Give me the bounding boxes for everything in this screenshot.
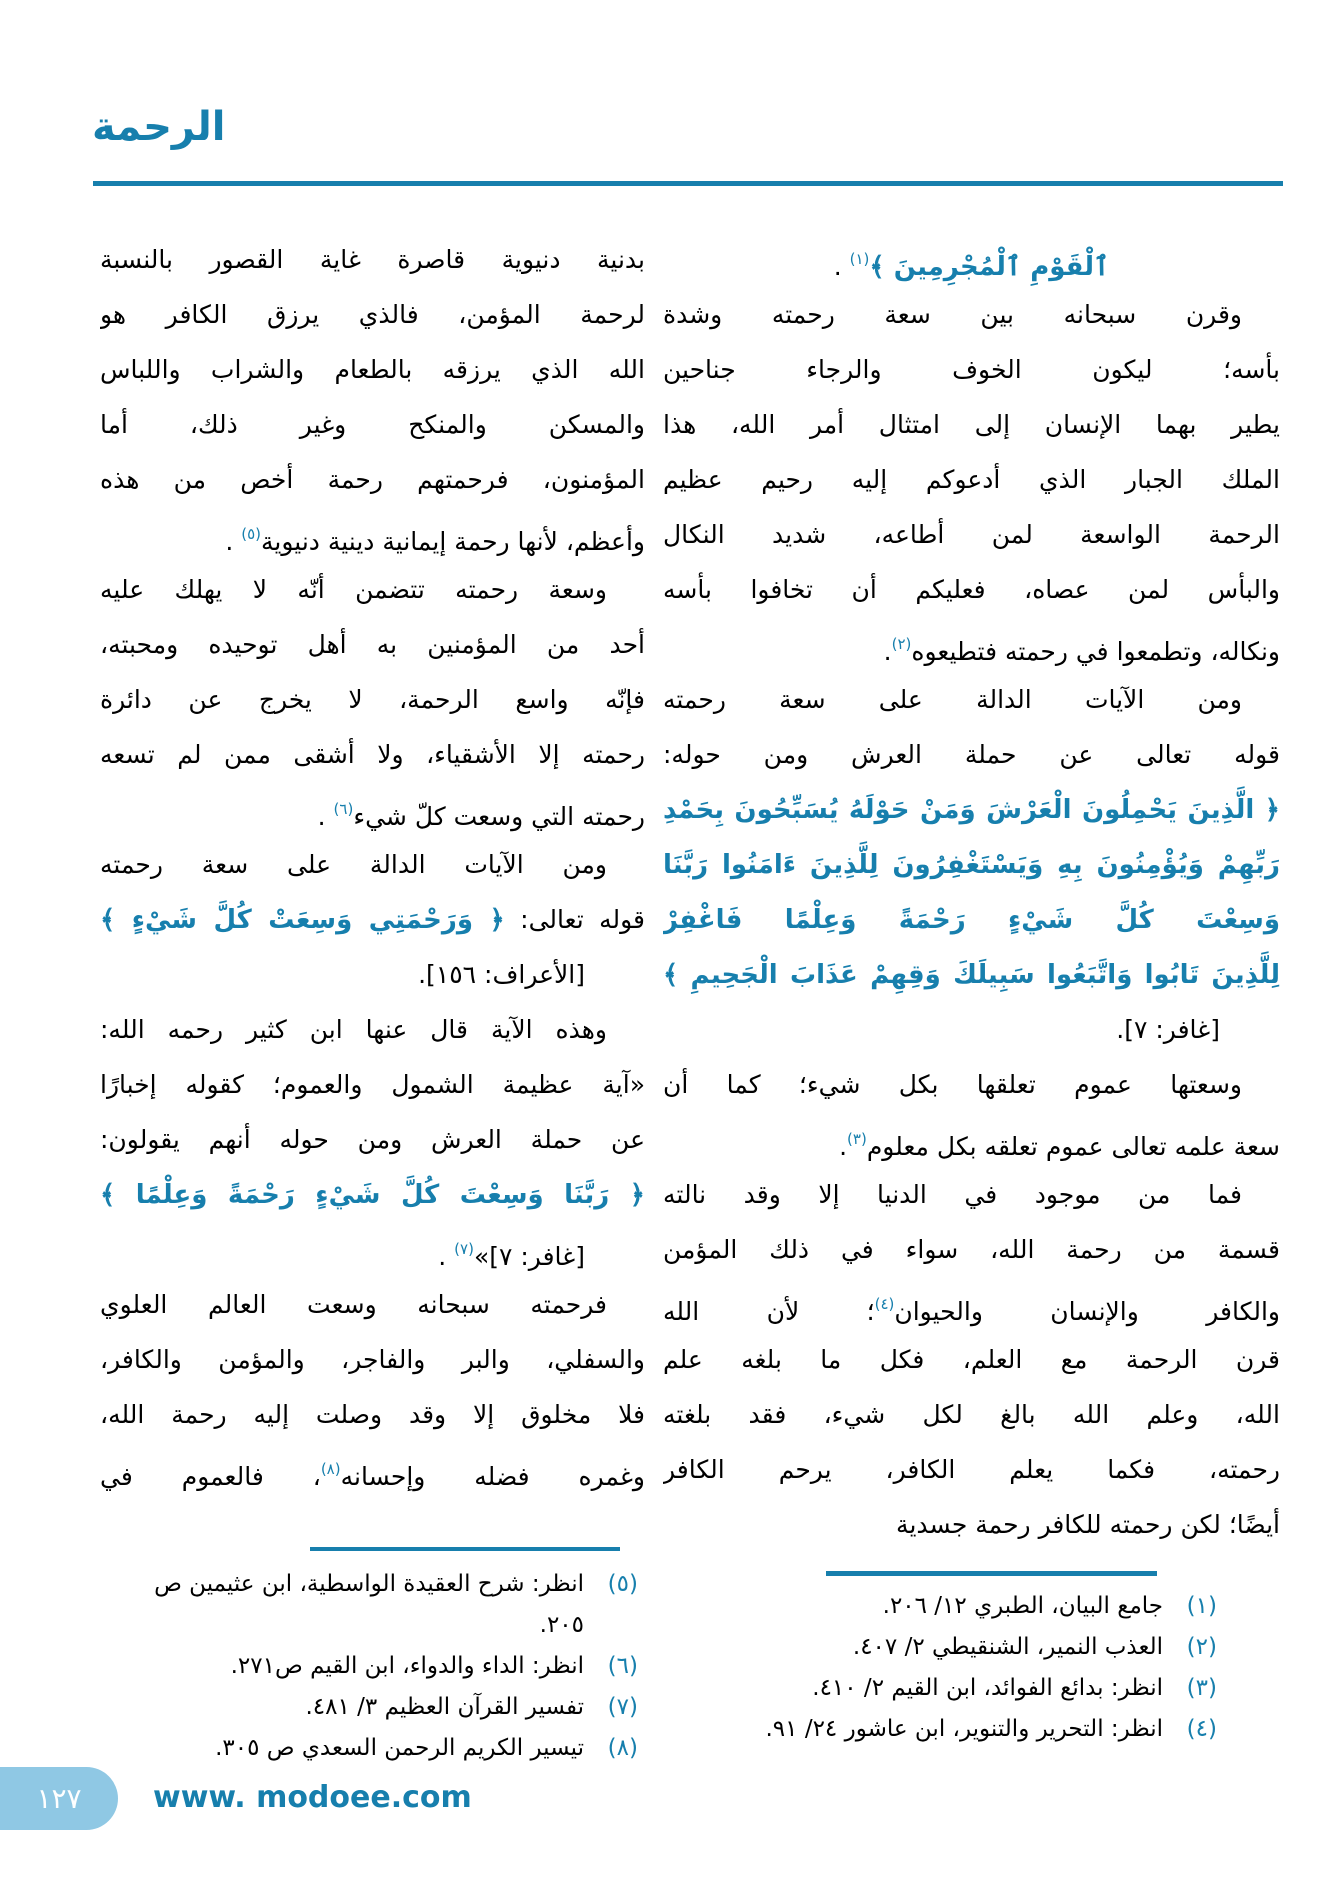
footnote <box>663 1627 1217 1668</box>
body-text: فلا مخلوق إلا وقد وصلت إليه رحمة الله، <box>100 1400 645 1429</box>
text-line <box>100 562 645 617</box>
text-line <box>100 1387 645 1442</box>
quran-text: رَبِّهِمْ وَيُؤْمِنُونَ بِهِ وَيَسْتَغْفِرُونَ لِلَّذِينَ ءَامَنُوا رَبَّنَا <box>663 850 1280 880</box>
body-text: ؛ لأن الله <box>663 1297 875 1326</box>
text-line <box>663 1222 1280 1277</box>
body-text: رحمته، فكما يعلم الكافر، يرحم الكافر <box>663 1455 1280 1484</box>
footnote-separator <box>826 1571 1157 1576</box>
body-text: [الأعراف: ١٥٦]. <box>418 960 585 989</box>
text-line <box>100 507 645 562</box>
quran-text: ﴿ رَبَّنَا وَسِعْتَ كُلَّ شَيْءٍ رَحْمَةً وَعِلْمًا ﴾ <box>100 1180 645 1210</box>
page-title: الرحمة <box>92 104 226 150</box>
footnote-number: (٤) <box>1186 1716 1217 1742</box>
footnote-text: تفسير القرآن العظيم ٣/ ٤٨١. <box>305 1694 584 1720</box>
text-line <box>663 397 1280 452</box>
text-line <box>100 1332 645 1387</box>
body-text: أحد من المؤمنين به أهل توحيده ومحبته، <box>100 630 645 659</box>
footnote-text: انظر: شرح العقيدة الواسطية، ابن عثيمين ص <box>154 1571 584 1597</box>
footnote <box>100 1687 638 1728</box>
text-line <box>100 892 645 947</box>
text-line <box>663 452 1280 507</box>
footnote-text: ٢٠٥. <box>539 1612 584 1638</box>
body-text: قوله تعالى: <box>504 905 645 934</box>
text-line <box>663 727 1280 782</box>
body-text: ومن الآيات الدالة على سعة رحمته <box>663 685 1242 714</box>
footnote-ref: (٥) <box>241 525 261 543</box>
footnotes <box>100 1564 638 1769</box>
quran-text: وَسِعْتَ كُلَّ شَيْءٍ رَحْمَةً وَعِلْمًا فَاغْفِرْ <box>663 905 1280 935</box>
text-line <box>100 397 645 452</box>
text-line <box>663 1277 1280 1332</box>
text-line <box>100 1277 645 1332</box>
footnote-number: (٧) <box>607 1694 638 1720</box>
quran-text: ٱلْقَوْمِ ٱلْمُجْرِمِينَ ﴾ <box>869 252 1110 282</box>
footnote <box>100 1605 638 1646</box>
body-text: فرحمته سبحانه وسعت العالم العلوي <box>100 1290 607 1319</box>
body-text: . <box>839 1132 848 1161</box>
footnote <box>663 1586 1217 1627</box>
text-line <box>100 947 645 1002</box>
text-line <box>663 1002 1280 1057</box>
body-text: وأعظم، لأنها رحمة إيمانية دينية دنيوية <box>261 527 645 556</box>
footnote <box>100 1646 638 1687</box>
body-text: رحمته التي وسعت كلّ شيء <box>353 802 645 831</box>
column-left <box>100 232 645 1497</box>
quran-text: ﴿ الَّذِينَ يَحْمِلُونَ الْعَرْشَ وَمَنْ حَوْلَهُ يُسَبِّحُونَ بِحَمْدِ <box>663 795 1280 825</box>
text-line <box>663 232 1280 287</box>
footnote <box>663 1709 1217 1750</box>
footnote-number: (٦) <box>607 1653 638 1679</box>
text-line <box>100 782 645 837</box>
text-line <box>100 287 645 342</box>
body-text: . <box>833 252 850 281</box>
footnote-number: (٨) <box>607 1735 638 1761</box>
body-text: والمسكن والمنكح وغير ذلك، أما <box>100 410 645 439</box>
body-text: قسمة من رحمة الله، سواء في ذلك المؤمن <box>663 1235 1280 1264</box>
footnote-ref: (٢) <box>891 635 912 653</box>
footnote-ref: (٨) <box>320 1460 341 1478</box>
body-text: فإنّه واسع الرحمة، لا يخرج عن دائرة <box>100 685 645 714</box>
footnote-text: جامع البيان، الطبري ١٢/ ٢٠٦. <box>882 1593 1163 1619</box>
body-text: قوله تعالى عن حملة العرش ومن حوله: <box>663 740 1280 769</box>
body-text: . <box>317 802 334 831</box>
body-text: قرن الرحمة مع العلم، فكل ما بلغه علم <box>663 1345 1280 1374</box>
text-line <box>663 892 1280 947</box>
text-line <box>663 947 1280 1002</box>
footnote <box>663 1668 1217 1709</box>
footnote-ref: (٧) <box>454 1240 474 1258</box>
body-text: ونكاله، وتطمعوا في رحمته فتطيعوه <box>911 637 1280 666</box>
text-line <box>663 1442 1280 1497</box>
body-text: ، فالعموم في <box>100 1462 321 1491</box>
footnote-text: العذب النمير، الشنقيطي ٢/ ٤٠٧. <box>852 1634 1163 1660</box>
text-line <box>663 837 1280 892</box>
text-line <box>663 562 1280 617</box>
column-right <box>663 232 1280 1552</box>
body-text: بدنية دنيوية قاصرة غاية القصور بالنسبة <box>100 245 645 274</box>
footnotes <box>663 1586 1217 1750</box>
body-text: . <box>438 1242 455 1271</box>
text-line <box>100 1002 645 1057</box>
body-text: عن حملة العرش ومن حوله أنهم يقولون: <box>100 1125 645 1154</box>
text-line <box>100 727 645 782</box>
footnote-number: (٢) <box>1186 1634 1217 1660</box>
body-text: وسعتها عموم تعلقها بكل شيء؛ كما أن <box>663 1070 1242 1099</box>
text-line <box>100 452 645 507</box>
text-line <box>663 507 1280 562</box>
text-line <box>100 342 645 397</box>
body-text: «آية عظيمة الشمول والعموم؛ كقوله إخبارًا <box>100 1070 645 1099</box>
text-line <box>663 1167 1280 1222</box>
text-line <box>663 672 1280 727</box>
body-text: [غافر: ٧]» <box>473 1242 585 1271</box>
body-text: . <box>225 527 242 556</box>
body-text: الله الذي يرزقه بالطعام والشراب واللباس <box>100 355 645 384</box>
footnote-number: (٣) <box>1186 1675 1217 1701</box>
footnote-text: انظر: التحرير والتنوير، ابن عاشور ٢٤/ ٩١. <box>765 1716 1163 1742</box>
footnote-ref: (٦) <box>333 800 354 818</box>
text-line <box>100 1442 645 1497</box>
body-text: الله، وعلم الله بالغ لكل شيء، فقد بلغته <box>663 1400 1280 1429</box>
text-line <box>100 617 645 672</box>
page-number: ١٢٧ <box>36 1782 82 1815</box>
body-text: الملك الجبار الذي أدعوكم إليه رحيم عظيم <box>663 465 1280 494</box>
footnote-text: تيسير الكريم الرحمن السعدي ص ٣٠٥. <box>215 1735 584 1761</box>
footnote-ref: (٤) <box>874 1295 895 1313</box>
body-text: والكافر والإنسان والحيوان <box>894 1297 1280 1326</box>
footnote-number: (١) <box>1186 1593 1217 1619</box>
body-text: المؤمنون، فرحمتهم رحمة أخص من هذه <box>100 465 645 494</box>
text-line <box>663 782 1280 837</box>
body-text: بأسه؛ ليكون الخوف والرجاء جناحين <box>663 355 1280 384</box>
body-text: وغمره فضله وإحسانه <box>340 1462 645 1491</box>
header-rule <box>93 181 1283 186</box>
body-text: رحمته إلا الأشقياء، ولا أشقى ممن لم تسعه <box>100 740 645 769</box>
body-text: لرحمة المؤمن، فالذي يرزق الكافر هو <box>100 300 645 329</box>
body-text: أيضًا؛ لكن رحمته للكافر رحمة جسدية <box>896 1510 1280 1539</box>
text-line <box>100 1222 645 1277</box>
body-text: يطير بهما الإنسان إلى امتثال أمر الله، هذا <box>663 410 1280 439</box>
body-text: [غافر: ٧]. <box>1116 1015 1220 1044</box>
column-lines <box>100 232 645 1497</box>
column-lines <box>663 232 1280 1552</box>
quran-text: ﴿ وَرَحْمَتِي وَسِعَتْ كُلَّ شَيْءٍ ﴾ <box>100 905 505 935</box>
footnote-number <box>584 1605 638 1646</box>
body-text: وسعة رحمته تتضمن أنّه لا يهلك عليه <box>100 575 607 604</box>
text-line <box>663 1057 1280 1112</box>
footnote-text: انظر: الداء والدواء، ابن القيم ص٢٧١. <box>230 1653 584 1679</box>
body-text: . <box>883 637 892 666</box>
text-line <box>663 342 1280 397</box>
text-line <box>100 232 645 287</box>
page-number-badge <box>0 1767 118 1830</box>
website-url: www. modoee.com <box>153 1780 472 1815</box>
text-line <box>100 1167 645 1222</box>
footnote <box>100 1728 638 1769</box>
footnote <box>100 1564 638 1605</box>
body-text: سعة علمه تعالى عموم تعلقه بكل معلوم <box>866 1132 1280 1161</box>
quran-text: لِلَّذِينَ تَابُوا وَاتَّبَعُوا سَبِيلَكَ وَقِهِمْ عَذَابَ الْجَحِيمِ ﴾ <box>663 960 1280 990</box>
text-line <box>100 1057 645 1112</box>
footnote-text: انظر: بدائع الفوائد، ابن القيم ٢/ ٤١٠. <box>812 1675 1163 1701</box>
text-line <box>663 617 1280 672</box>
text-line <box>100 837 645 892</box>
footnote-ref: (١) <box>849 250 870 268</box>
text-line <box>663 1112 1280 1167</box>
footnote-ref: (٣) <box>847 1130 867 1148</box>
text-line <box>663 1332 1280 1387</box>
text-line <box>663 1387 1280 1442</box>
footnote-number: (٥) <box>607 1571 638 1597</box>
body-text: ومن الآيات الدالة على سعة رحمته <box>100 850 607 879</box>
footnote-separator <box>310 1547 620 1551</box>
text-line <box>663 1497 1280 1552</box>
body-text: والبأس لمن عصاه، فعليكم أن تخافوا بأسه <box>663 575 1280 604</box>
text-line <box>663 287 1280 342</box>
body-text: والسفلي، والبر والفاجر، والمؤمن والكافر، <box>100 1345 645 1374</box>
body-text: وهذه الآية قال عنها ابن كثير رحمه الله: <box>100 1015 607 1044</box>
body-text: وقرن سبحانه بين سعة رحمته وشدة <box>663 300 1242 329</box>
text-line <box>100 1112 645 1167</box>
text-line <box>100 672 645 727</box>
body-text: فما من موجود في الدنيا إلا وقد نالته <box>663 1180 1242 1209</box>
body-text: الرحمة الواسعة لمن أطاعه، شديد النكال <box>663 520 1280 549</box>
